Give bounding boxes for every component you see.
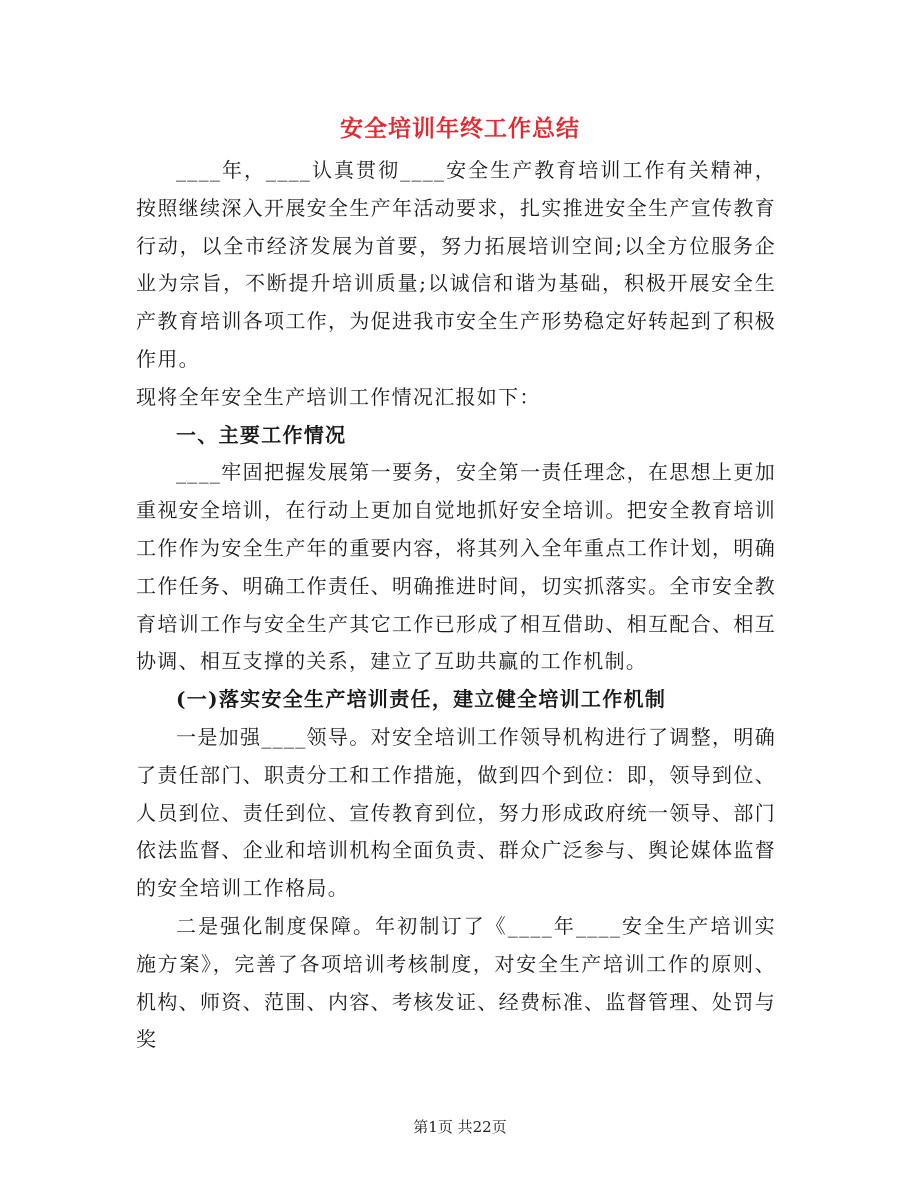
page-number-footer: 第1页 共22页 <box>413 1118 507 1136</box>
section-heading-main-work: 一、主要工作情况 <box>176 422 347 447</box>
paragraph-main-work: ____牢固把握发展第一要务，安全第一责任理念，在思想上更加重视安全培训，在行动上更加自觉地抓好安全培训。把安全教育培训工作作为安全生产年的重要内容，将其列入全年重点工作计划，明确工作任务、明确工作责任、明确推进时间，切实抓落实。全市安全教育培训工作与安全生产其它工作已形成了相互借助、相互配合、相互协调、相互支撑的关系，建立了互助共赢的工作机制。 <box>136 460 776 674</box>
subsection-heading-responsibility: (一)落实安全生产培训责任，建立健全培训工作机制 <box>176 687 667 712</box>
paragraph-intro-summary: 现将全年安全生产培训工作情况汇报如下： <box>136 384 541 409</box>
document-title: 安全培训年终工作总结 <box>340 115 580 142</box>
paragraph-system-guarantee: 二是强化制度保障。年初制订了《____年____安全生产培训实施方案》，完善了各项培训考核制度，对安全生产培训工作的原则、机构、师资、范围、内容、考核发证、经费标准、监督管理、处罚与奖 <box>136 913 776 1052</box>
paragraph-intro: ____年，____认真贯彻____安全生产教育培训工作有关精神，按照继续深入开展安全生产年活动要求，扎实推进安全生产宣传教育行动，以全市经济发展为首要，努力拓展培训空间;以全方位服务企业为宗旨，不断提升培训质量;以诚信和谐为基础，积极开展安全生产教育培训各项工作，为促进我市安全生产形势稳定好转起到了积极作用。 <box>136 158 776 371</box>
document-body <box>136 152 776 1059</box>
paragraph-leadership: 一是加强____领导。对安全培训工作领导机构进行了调整，明确了责任部门、职责分工和工作措施，做到四个到位：即，领导到位、人员到位、责任到位、宣传教育到位，努力形成政府统一领导、部门依法监督、企业和培训机构全面负责、群众广泛参与、舆论媒体监督的安全培训工作格局。 <box>136 724 776 901</box>
